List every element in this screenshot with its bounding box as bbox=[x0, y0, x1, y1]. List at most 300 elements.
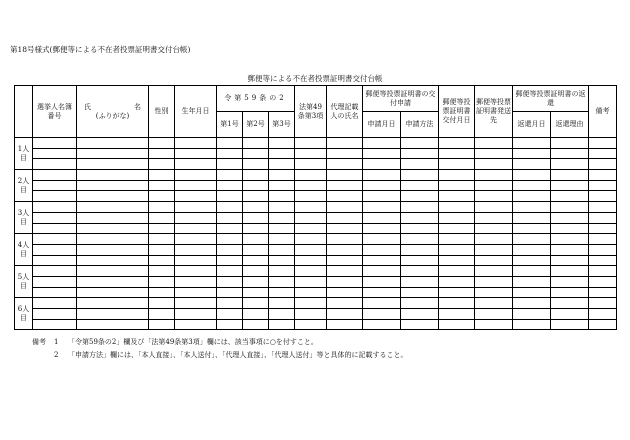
entry-cell[interactable] bbox=[295, 244, 327, 255]
entry-cell[interactable] bbox=[149, 298, 175, 309]
entry-cell[interactable] bbox=[513, 287, 551, 298]
entry-cell[interactable] bbox=[327, 309, 363, 320]
entry-cell[interactable] bbox=[33, 298, 77, 309]
entry-cell[interactable] bbox=[175, 244, 217, 255]
entry-cell[interactable] bbox=[513, 138, 551, 149]
entry-cell[interactable] bbox=[149, 212, 175, 223]
entry-cell[interactable] bbox=[475, 244, 513, 255]
entry-cell[interactable] bbox=[77, 180, 149, 191]
entry-cell[interactable] bbox=[513, 276, 551, 287]
entry-cell[interactable] bbox=[33, 223, 77, 234]
entry-cell[interactable] bbox=[175, 202, 217, 213]
entry-cell[interactable] bbox=[33, 212, 77, 223]
entry-cell[interactable] bbox=[589, 319, 617, 330]
entry-cell[interactable] bbox=[327, 298, 363, 309]
entry-cell[interactable] bbox=[589, 244, 617, 255]
entry-cell[interactable] bbox=[243, 191, 269, 202]
entry-cell[interactable] bbox=[243, 319, 269, 330]
header-voter-number: 選挙人名簿番号 bbox=[33, 86, 77, 138]
entry-cell[interactable] bbox=[589, 234, 617, 245]
entry-cell[interactable] bbox=[269, 159, 295, 170]
entry-cell[interactable] bbox=[551, 148, 589, 159]
entry-cell[interactable] bbox=[589, 148, 617, 159]
entry-cell[interactable] bbox=[217, 276, 243, 287]
entry-cell[interactable] bbox=[327, 234, 363, 245]
entry-cell[interactable] bbox=[77, 319, 149, 330]
entry-cell[interactable] bbox=[33, 266, 77, 277]
entry-cell[interactable] bbox=[439, 170, 475, 181]
entry-cell[interactable] bbox=[401, 138, 439, 149]
entry-cell[interactable] bbox=[439, 298, 475, 309]
entry-cell[interactable] bbox=[217, 148, 243, 159]
entry-cell[interactable] bbox=[551, 202, 589, 213]
entry-cell[interactable] bbox=[243, 223, 269, 234]
entry-cell[interactable] bbox=[401, 191, 439, 202]
entry-cell[interactable] bbox=[327, 255, 363, 266]
entry-cell[interactable] bbox=[269, 276, 295, 287]
entry-cell[interactable] bbox=[243, 298, 269, 309]
entry-cell[interactable] bbox=[295, 191, 327, 202]
entry-cell[interactable] bbox=[149, 180, 175, 191]
entry-cell[interactable] bbox=[327, 223, 363, 234]
entry-cell[interactable] bbox=[217, 234, 243, 245]
entry-cell[interactable] bbox=[33, 287, 77, 298]
entry-cell[interactable] bbox=[363, 191, 401, 202]
entry-cell[interactable] bbox=[327, 202, 363, 213]
entry-cell[interactable] bbox=[589, 212, 617, 223]
entry-cell[interactable] bbox=[551, 159, 589, 170]
entry-cell[interactable] bbox=[401, 287, 439, 298]
entry-cell[interactable] bbox=[475, 138, 513, 149]
entry-cell[interactable] bbox=[439, 244, 475, 255]
entry-cell[interactable] bbox=[363, 212, 401, 223]
entry-cell[interactable] bbox=[589, 180, 617, 191]
entry-cell[interactable] bbox=[513, 212, 551, 223]
entry-cell[interactable] bbox=[589, 170, 617, 181]
entry-cell[interactable] bbox=[295, 148, 327, 159]
entry-cell[interactable] bbox=[175, 212, 217, 223]
entry-cell[interactable] bbox=[513, 223, 551, 234]
entry-cell[interactable] bbox=[327, 180, 363, 191]
entry-cell[interactable] bbox=[513, 319, 551, 330]
entry-cell[interactable] bbox=[401, 298, 439, 309]
entry-cell[interactable] bbox=[475, 234, 513, 245]
entry-cell[interactable] bbox=[439, 202, 475, 213]
entry-cell[interactable] bbox=[269, 309, 295, 320]
entry-cell[interactable] bbox=[327, 244, 363, 255]
note-2 bbox=[32, 349, 408, 362]
entry-cell[interactable] bbox=[149, 170, 175, 181]
entry-cell[interactable] bbox=[269, 319, 295, 330]
entry-cell[interactable] bbox=[175, 287, 217, 298]
entry-cell[interactable] bbox=[77, 298, 149, 309]
entry-cell[interactable] bbox=[475, 309, 513, 320]
entry-cell[interactable] bbox=[475, 170, 513, 181]
entry-cell[interactable] bbox=[401, 309, 439, 320]
entry-cell[interactable] bbox=[363, 234, 401, 245]
entry-cell[interactable] bbox=[269, 212, 295, 223]
entry-cell[interactable] bbox=[551, 287, 589, 298]
entry-cell[interactable] bbox=[175, 276, 217, 287]
entry-cell[interactable] bbox=[589, 159, 617, 170]
entry-cell[interactable] bbox=[295, 309, 327, 320]
entry-cell[interactable] bbox=[217, 191, 243, 202]
entry-cell[interactable] bbox=[551, 244, 589, 255]
entry-cell[interactable] bbox=[363, 180, 401, 191]
entry-cell[interactable] bbox=[77, 244, 149, 255]
entry-cell[interactable] bbox=[589, 276, 617, 287]
entry-cell[interactable] bbox=[589, 298, 617, 309]
entry-cell[interactable] bbox=[475, 148, 513, 159]
entry-cell[interactable] bbox=[269, 148, 295, 159]
entry-cell[interactable] bbox=[217, 287, 243, 298]
entry-cell[interactable] bbox=[439, 191, 475, 202]
entry-cell[interactable] bbox=[589, 191, 617, 202]
entry-cell[interactable] bbox=[551, 223, 589, 234]
entry-cell[interactable] bbox=[551, 276, 589, 287]
entry-cell[interactable] bbox=[363, 309, 401, 320]
entry-cell[interactable] bbox=[401, 266, 439, 277]
entry-cell[interactable] bbox=[33, 234, 77, 245]
entry-cell[interactable] bbox=[513, 170, 551, 181]
entry-cell[interactable] bbox=[77, 191, 149, 202]
entry-cell[interactable] bbox=[269, 191, 295, 202]
entry-cell[interactable] bbox=[269, 223, 295, 234]
entry-cell[interactable] bbox=[243, 148, 269, 159]
entry-cell[interactable] bbox=[551, 298, 589, 309]
entry-cell[interactable] bbox=[295, 266, 327, 277]
entry-cell[interactable] bbox=[513, 309, 551, 320]
entry-cell[interactable] bbox=[363, 223, 401, 234]
entry-cell[interactable] bbox=[363, 255, 401, 266]
entry-cell[interactable] bbox=[401, 319, 439, 330]
entry-cell[interactable] bbox=[269, 255, 295, 266]
entry-cell[interactable] bbox=[401, 244, 439, 255]
entry-cell[interactable] bbox=[401, 234, 439, 245]
entry-cell[interactable] bbox=[77, 255, 149, 266]
entry-cell[interactable] bbox=[77, 202, 149, 213]
entry-cell[interactable] bbox=[33, 319, 77, 330]
entry-cell[interactable] bbox=[363, 138, 401, 149]
entry-cell[interactable] bbox=[475, 276, 513, 287]
entry-cell[interactable] bbox=[269, 138, 295, 149]
entry-cell[interactable] bbox=[295, 212, 327, 223]
table-row bbox=[15, 180, 617, 191]
entry-cell[interactable] bbox=[401, 180, 439, 191]
entry-cell[interactable] bbox=[551, 191, 589, 202]
entry-cell[interactable] bbox=[149, 287, 175, 298]
entry-cell[interactable] bbox=[401, 148, 439, 159]
entry-cell[interactable] bbox=[243, 287, 269, 298]
entry-cell[interactable] bbox=[33, 148, 77, 159]
entry-cell[interactable] bbox=[513, 202, 551, 213]
entry-cell[interactable] bbox=[589, 287, 617, 298]
entry-cell[interactable] bbox=[295, 180, 327, 191]
entry-cell[interactable] bbox=[217, 159, 243, 170]
entry-cell[interactable] bbox=[363, 287, 401, 298]
entry-cell[interactable] bbox=[243, 170, 269, 181]
entry-cell[interactable] bbox=[175, 266, 217, 277]
entry-cell[interactable] bbox=[243, 180, 269, 191]
entry-cell[interactable] bbox=[217, 255, 243, 266]
entry-cell[interactable] bbox=[175, 148, 217, 159]
entry-cell[interactable] bbox=[33, 276, 77, 287]
entry-cell[interactable] bbox=[551, 234, 589, 245]
entry-cell[interactable] bbox=[175, 298, 217, 309]
entry-cell[interactable] bbox=[439, 287, 475, 298]
entry-cell[interactable] bbox=[513, 191, 551, 202]
entry-cell[interactable] bbox=[77, 159, 149, 170]
entry-cell[interactable] bbox=[589, 255, 617, 266]
entry-cell[interactable] bbox=[551, 212, 589, 223]
entry-cell[interactable] bbox=[149, 244, 175, 255]
entry-cell[interactable] bbox=[439, 148, 475, 159]
entry-cell[interactable] bbox=[149, 319, 175, 330]
entry-cell[interactable] bbox=[149, 234, 175, 245]
entry-cell[interactable] bbox=[327, 287, 363, 298]
entry-cell[interactable] bbox=[439, 266, 475, 277]
entry-cell[interactable] bbox=[269, 234, 295, 245]
entry-cell[interactable] bbox=[77, 148, 149, 159]
entry-cell[interactable] bbox=[175, 309, 217, 320]
entry-cell[interactable] bbox=[513, 159, 551, 170]
row-label: 6人目 bbox=[15, 298, 33, 330]
entry-cell[interactable] bbox=[475, 202, 513, 213]
entry-cell[interactable] bbox=[295, 159, 327, 170]
entry-cell[interactable] bbox=[401, 223, 439, 234]
entry-cell[interactable] bbox=[175, 255, 217, 266]
entry-cell[interactable] bbox=[513, 180, 551, 191]
entry-cell[interactable] bbox=[551, 180, 589, 191]
entry-cell[interactable] bbox=[295, 276, 327, 287]
entry-cell[interactable] bbox=[589, 223, 617, 234]
entry-cell[interactable] bbox=[363, 159, 401, 170]
entry-cell[interactable] bbox=[269, 170, 295, 181]
entry-cell[interactable] bbox=[175, 223, 217, 234]
corner-cell bbox=[15, 86, 33, 138]
entry-cell[interactable] bbox=[439, 138, 475, 149]
entry-cell[interactable] bbox=[243, 255, 269, 266]
entry-cell[interactable] bbox=[217, 170, 243, 181]
entry-cell[interactable] bbox=[363, 319, 401, 330]
entry-cell[interactable] bbox=[243, 266, 269, 277]
entry-cell[interactable] bbox=[77, 287, 149, 298]
entry-cell[interactable] bbox=[439, 180, 475, 191]
entry-cell[interactable] bbox=[401, 159, 439, 170]
entry-cell[interactable] bbox=[363, 170, 401, 181]
entry-cell[interactable] bbox=[475, 255, 513, 266]
entry-cell[interactable] bbox=[551, 266, 589, 277]
entry-cell[interactable] bbox=[269, 202, 295, 213]
entry-cell[interactable] bbox=[327, 170, 363, 181]
entry-cell[interactable] bbox=[149, 266, 175, 277]
entry-cell[interactable] bbox=[149, 309, 175, 320]
entry-cell[interactable] bbox=[243, 159, 269, 170]
entry-cell[interactable] bbox=[33, 159, 77, 170]
entry-cell[interactable] bbox=[217, 180, 243, 191]
entry-cell[interactable] bbox=[243, 212, 269, 223]
entry-cell[interactable] bbox=[475, 159, 513, 170]
header-return-reason: 返還理由 bbox=[551, 112, 589, 138]
entry-cell[interactable] bbox=[33, 191, 77, 202]
entry-cell[interactable] bbox=[295, 319, 327, 330]
entry-cell[interactable] bbox=[439, 309, 475, 320]
entry-cell[interactable] bbox=[175, 138, 217, 149]
entry-cell[interactable] bbox=[439, 276, 475, 287]
entry-cell[interactable] bbox=[475, 223, 513, 234]
header-return: 郵便等投票証明書の返還 bbox=[513, 86, 589, 112]
entry-cell[interactable] bbox=[149, 223, 175, 234]
table-row bbox=[15, 202, 617, 213]
entry-cell[interactable] bbox=[363, 266, 401, 277]
entry-cell[interactable] bbox=[217, 309, 243, 320]
entry-cell[interactable] bbox=[551, 319, 589, 330]
entry-cell[interactable] bbox=[217, 223, 243, 234]
entry-cell[interactable] bbox=[269, 298, 295, 309]
entry-cell[interactable] bbox=[363, 202, 401, 213]
entry-cell[interactable] bbox=[77, 223, 149, 234]
entry-cell[interactable] bbox=[401, 212, 439, 223]
entry-cell[interactable] bbox=[77, 309, 149, 320]
entry-cell[interactable] bbox=[295, 234, 327, 245]
entry-cell[interactable] bbox=[327, 148, 363, 159]
entry-cell[interactable] bbox=[363, 276, 401, 287]
entry-cell[interactable] bbox=[363, 244, 401, 255]
entry-cell[interactable] bbox=[175, 191, 217, 202]
entry-cell[interactable] bbox=[33, 244, 77, 255]
entry-cell[interactable] bbox=[363, 148, 401, 159]
entry-cell[interactable] bbox=[589, 138, 617, 149]
entry-cell[interactable] bbox=[77, 276, 149, 287]
entry-cell[interactable] bbox=[475, 266, 513, 277]
table-row bbox=[15, 287, 617, 298]
entry-cell[interactable] bbox=[363, 298, 401, 309]
entry-cell[interactable] bbox=[175, 234, 217, 245]
entry-cell[interactable] bbox=[589, 266, 617, 277]
entry-cell[interactable] bbox=[269, 244, 295, 255]
entry-cell[interactable] bbox=[327, 319, 363, 330]
entry-cell[interactable] bbox=[401, 276, 439, 287]
entry-cell[interactable] bbox=[513, 266, 551, 277]
entry-cell[interactable] bbox=[217, 212, 243, 223]
entry-cell[interactable] bbox=[327, 138, 363, 149]
entry-cell[interactable] bbox=[551, 309, 589, 320]
entry-cell[interactable] bbox=[175, 159, 217, 170]
entry-cell[interactable] bbox=[33, 170, 77, 181]
entry-cell[interactable] bbox=[33, 180, 77, 191]
entry-cell[interactable] bbox=[33, 255, 77, 266]
entry-cell[interactable] bbox=[513, 148, 551, 159]
entry-cell[interactable] bbox=[149, 276, 175, 287]
entry-cell[interactable] bbox=[77, 212, 149, 223]
entry-cell[interactable] bbox=[439, 223, 475, 234]
entry-cell[interactable] bbox=[149, 138, 175, 149]
entry-cell[interactable] bbox=[217, 319, 243, 330]
entry-cell[interactable] bbox=[295, 138, 327, 149]
entry-cell[interactable] bbox=[327, 276, 363, 287]
entry-cell[interactable] bbox=[33, 309, 77, 320]
entry-cell[interactable] bbox=[243, 309, 269, 320]
entry-cell[interactable] bbox=[295, 170, 327, 181]
entry-cell[interactable] bbox=[149, 202, 175, 213]
entry-cell[interactable] bbox=[149, 148, 175, 159]
entry-cell[interactable] bbox=[401, 202, 439, 213]
entry-cell[interactable] bbox=[33, 202, 77, 213]
entry-cell[interactable] bbox=[217, 202, 243, 213]
entry-cell[interactable] bbox=[401, 170, 439, 181]
entry-cell[interactable] bbox=[401, 255, 439, 266]
entry-cell[interactable] bbox=[513, 298, 551, 309]
entry-cell[interactable] bbox=[327, 212, 363, 223]
entry-cell[interactable] bbox=[77, 138, 149, 149]
entry-cell[interactable] bbox=[149, 159, 175, 170]
entry-cell[interactable] bbox=[243, 138, 269, 149]
entry-cell[interactable] bbox=[439, 212, 475, 223]
entry-cell[interactable] bbox=[149, 191, 175, 202]
entry-cell[interactable] bbox=[217, 298, 243, 309]
entry-cell[interactable] bbox=[513, 255, 551, 266]
entry-cell[interactable] bbox=[295, 298, 327, 309]
table-row bbox=[15, 223, 617, 234]
entry-cell[interactable] bbox=[217, 266, 243, 277]
entry-cell[interactable] bbox=[149, 255, 175, 266]
entry-cell[interactable] bbox=[243, 202, 269, 213]
entry-cell[interactable] bbox=[243, 244, 269, 255]
entry-cell[interactable] bbox=[295, 202, 327, 213]
entry-cell[interactable] bbox=[327, 266, 363, 277]
entry-cell[interactable] bbox=[77, 170, 149, 181]
entry-cell[interactable] bbox=[217, 138, 243, 149]
entry-cell[interactable] bbox=[295, 255, 327, 266]
entry-cell[interactable] bbox=[551, 138, 589, 149]
entry-cell[interactable] bbox=[439, 234, 475, 245]
entry-cell[interactable] bbox=[475, 287, 513, 298]
entry-cell[interactable] bbox=[295, 223, 327, 234]
entry-cell[interactable] bbox=[77, 234, 149, 245]
entry-cell[interactable] bbox=[243, 276, 269, 287]
entry-cell[interactable] bbox=[475, 319, 513, 330]
entry-cell[interactable] bbox=[269, 287, 295, 298]
entry-cell[interactable] bbox=[269, 180, 295, 191]
entry-cell[interactable] bbox=[327, 191, 363, 202]
entry-cell[interactable] bbox=[33, 138, 77, 149]
entry-cell[interactable] bbox=[175, 319, 217, 330]
entry-cell[interactable] bbox=[475, 180, 513, 191]
entry-cell[interactable] bbox=[295, 287, 327, 298]
entry-cell[interactable] bbox=[551, 170, 589, 181]
entry-cell[interactable] bbox=[513, 244, 551, 255]
note-number: 2 bbox=[54, 351, 59, 359]
entry-cell[interactable] bbox=[175, 180, 217, 191]
entry-cell[interactable] bbox=[327, 159, 363, 170]
entry-cell[interactable] bbox=[439, 319, 475, 330]
entry-cell[interactable] bbox=[439, 159, 475, 170]
entry-cell[interactable] bbox=[475, 212, 513, 223]
entry-cell[interactable] bbox=[77, 266, 149, 277]
entry-cell[interactable] bbox=[243, 234, 269, 245]
entry-cell[interactable] bbox=[475, 191, 513, 202]
entry-cell[interactable] bbox=[475, 298, 513, 309]
entry-cell[interactable] bbox=[589, 202, 617, 213]
entry-cell[interactable] bbox=[513, 234, 551, 245]
entry-cell[interactable] bbox=[589, 309, 617, 320]
entry-cell[interactable] bbox=[217, 244, 243, 255]
entry-cell[interactable] bbox=[439, 255, 475, 266]
entry-cell[interactable] bbox=[269, 266, 295, 277]
header-art59-2-item3: 第3号 bbox=[269, 112, 295, 138]
entry-cell[interactable] bbox=[175, 170, 217, 181]
entry-cell[interactable] bbox=[551, 255, 589, 266]
